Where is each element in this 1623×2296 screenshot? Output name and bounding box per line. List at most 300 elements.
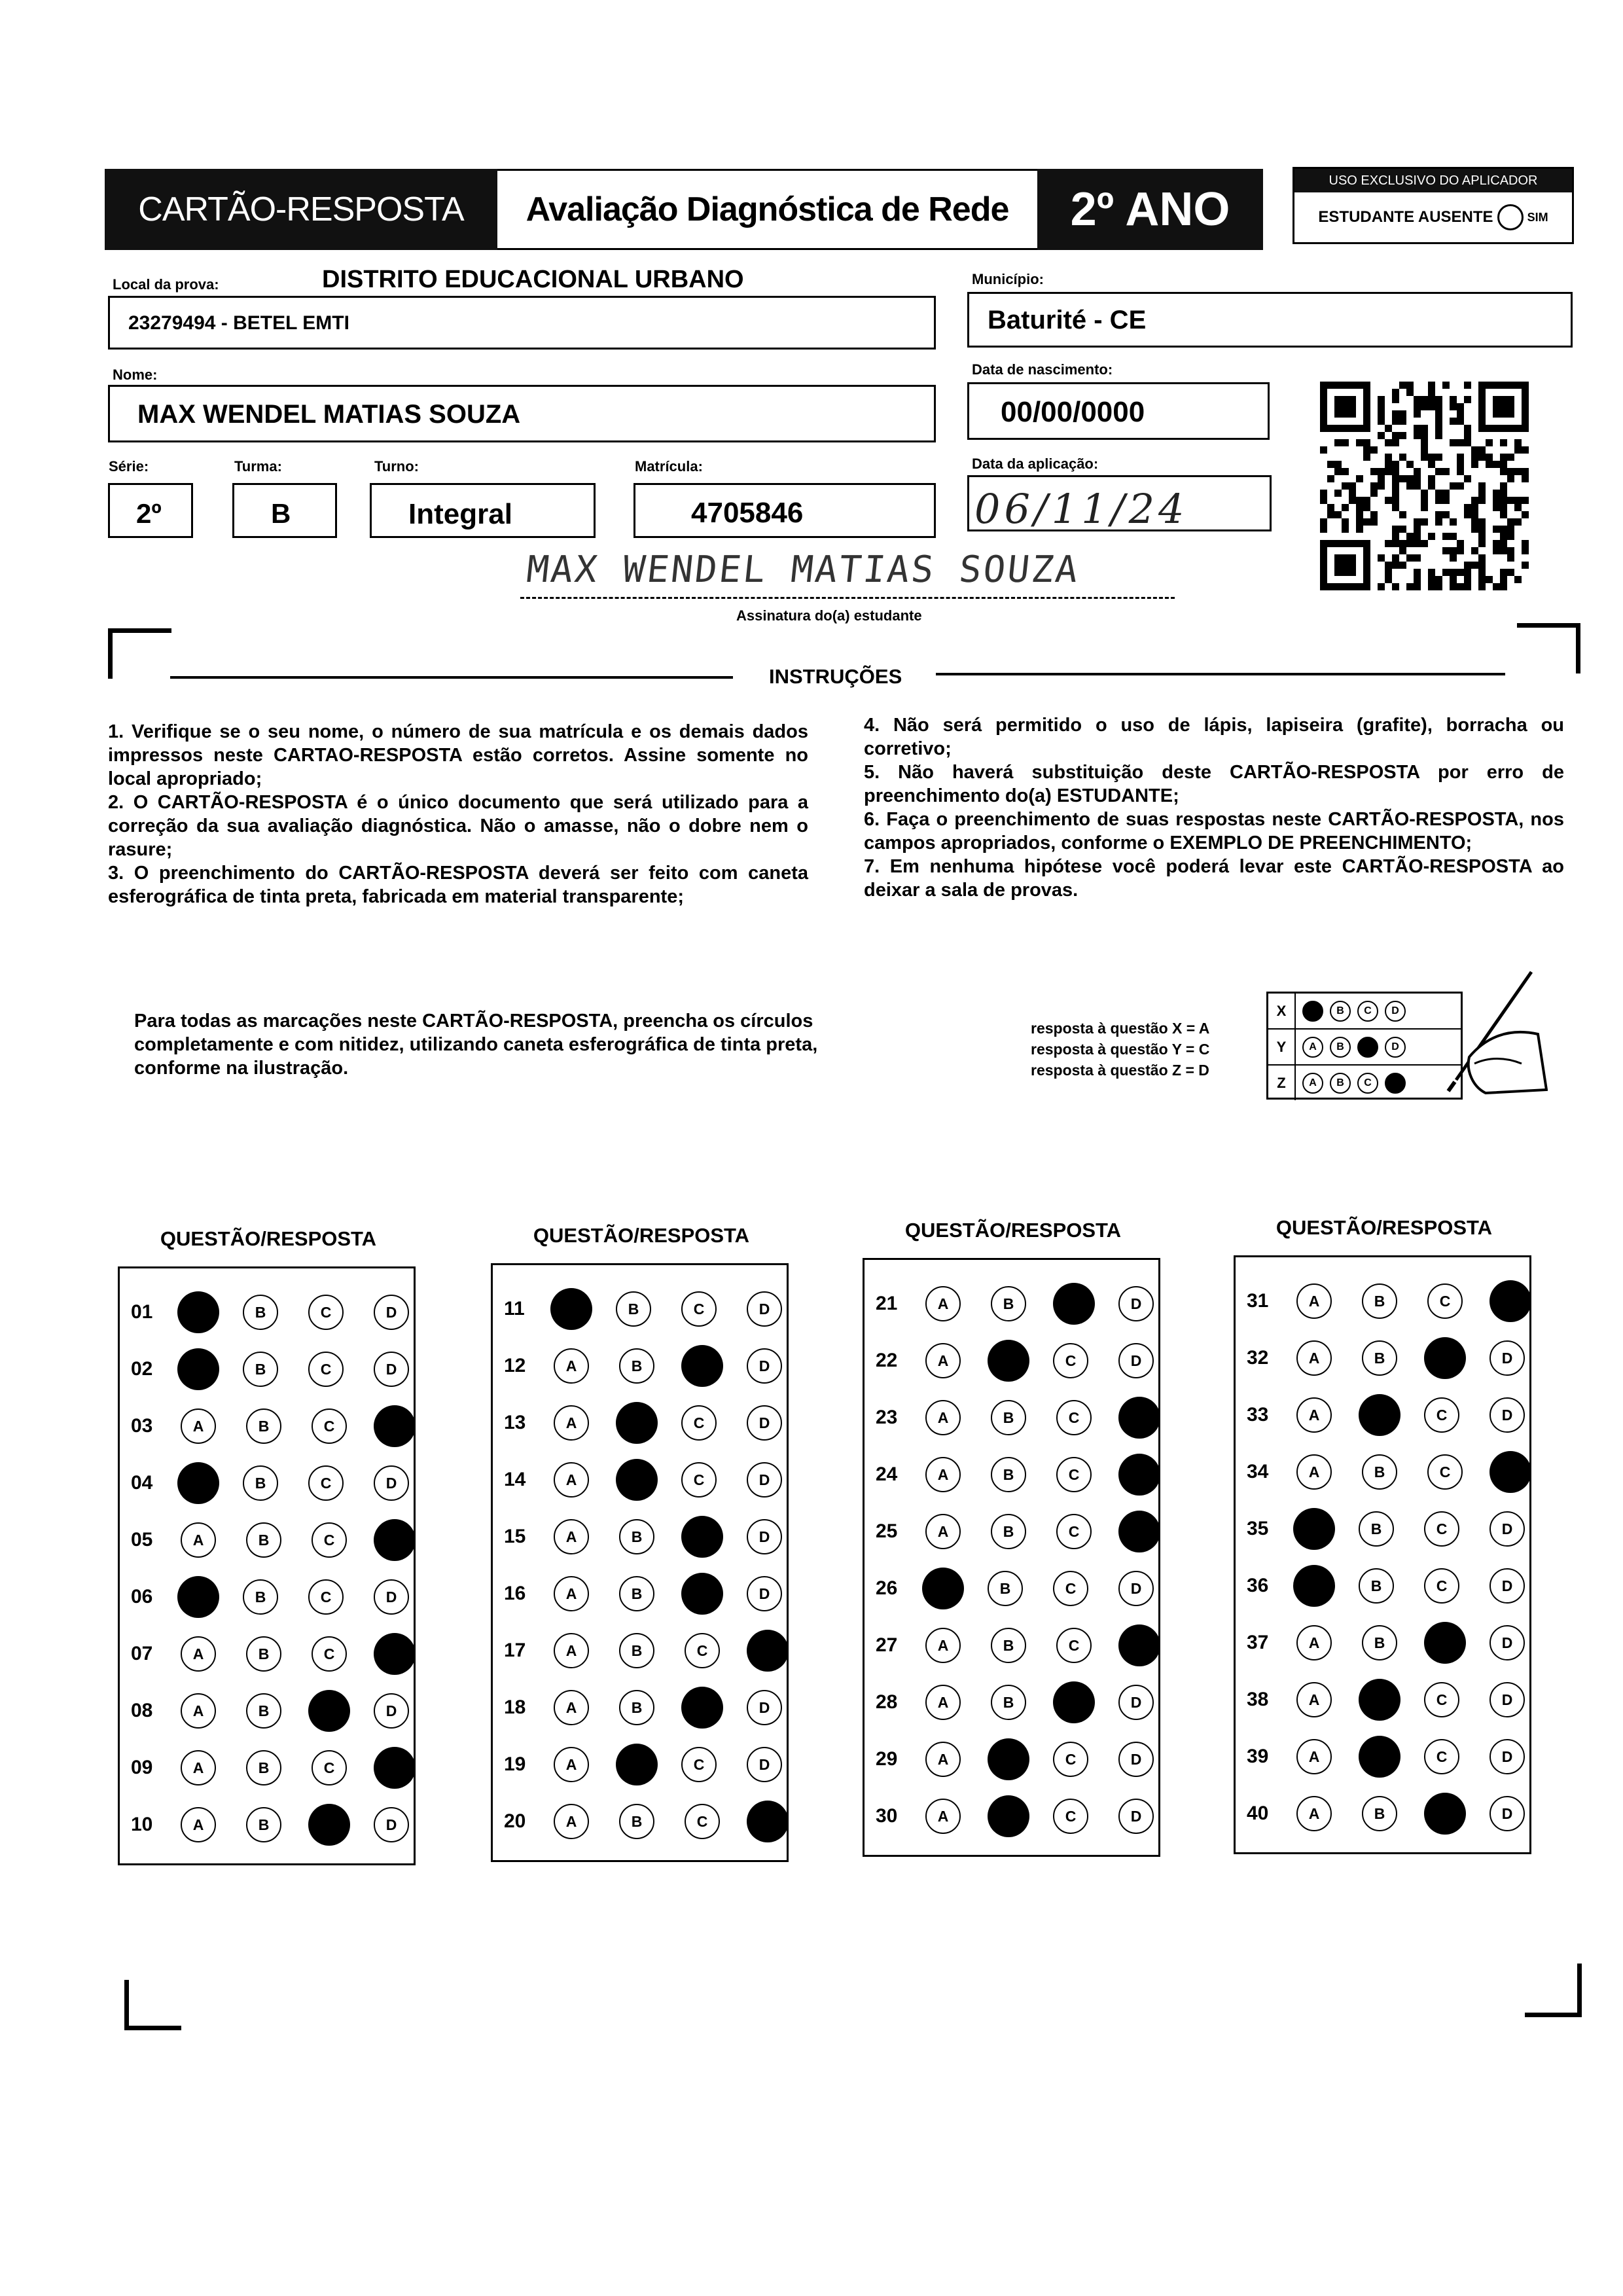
- answer-bubble-d[interactable]: D: [374, 1465, 409, 1501]
- answer-bubble-c[interactable]: C: [312, 1408, 347, 1444]
- answer-bubble-b[interactable]: B: [991, 1628, 1026, 1663]
- example-bubble-d: D: [1385, 1001, 1406, 1022]
- question-number: 32: [1247, 1347, 1269, 1369]
- answer-bubble-d[interactable]: D: [1489, 1397, 1525, 1433]
- answer-bubble-d[interactable]: [1118, 1624, 1160, 1666]
- answer-bubble-c[interactable]: C: [685, 1804, 720, 1839]
- answer-bubble-d[interactable]: D: [1489, 1625, 1525, 1660]
- example-bubble-b: B: [1330, 1037, 1351, 1058]
- answer-bubble-a[interactable]: A: [925, 1286, 961, 1321]
- question-number: 22: [876, 1350, 898, 1371]
- card-title-text: CARTÃO-RESPOSTA: [138, 190, 464, 228]
- question-number: 25: [876, 1520, 898, 1542]
- answer-bubble-d[interactable]: [374, 1747, 416, 1789]
- answer-bubble-b[interactable]: B: [616, 1291, 651, 1327]
- answer-bubble-b[interactable]: B: [1362, 1340, 1397, 1376]
- answer-bubble-d[interactable]: D: [1489, 1511, 1525, 1547]
- example-row-label: X: [1268, 994, 1296, 1028]
- answer-bubble-a[interactable]: [177, 1576, 219, 1618]
- question-number: 19: [504, 1753, 526, 1775]
- answer-bubble-a[interactable]: A: [181, 1807, 216, 1842]
- question-number: 04: [131, 1472, 153, 1494]
- question-number: 38: [1247, 1689, 1269, 1710]
- answer-bubble-d[interactable]: D: [747, 1690, 782, 1725]
- example-row-label: Y: [1268, 1030, 1296, 1064]
- question-number: 24: [876, 1463, 898, 1485]
- matricula-value: 4705846: [691, 497, 804, 529]
- answer-bubble-a[interactable]: [177, 1348, 219, 1390]
- question-row: [868, 1626, 1184, 1665]
- question-number: 07: [131, 1643, 153, 1664]
- answer-bubble-b[interactable]: [1359, 1679, 1400, 1721]
- pen-hand-icon: [1423, 965, 1548, 1096]
- answer-bubble-c[interactable]: C: [308, 1295, 344, 1330]
- example-bubble-b: B: [1330, 1001, 1351, 1022]
- answer-bubble-c[interactable]: [681, 1345, 723, 1387]
- answer-bubble-c[interactable]: C: [1427, 1454, 1463, 1490]
- question-row: [123, 1520, 439, 1560]
- answer-bubble-a[interactable]: A: [554, 1633, 589, 1668]
- nome-label: Nome:: [113, 367, 158, 383]
- answer-bubble-b[interactable]: B: [991, 1286, 1026, 1321]
- question-row: [868, 1284, 1184, 1323]
- answer-bubble-c[interactable]: [681, 1687, 723, 1729]
- answer-bubble-a[interactable]: A: [554, 1804, 589, 1839]
- turno-field: [370, 483, 596, 538]
- answer-bubble-d[interactable]: D: [1489, 1739, 1525, 1774]
- answer-bubble-b[interactable]: B: [243, 1295, 278, 1330]
- answer-bubble-c[interactable]: C: [308, 1465, 344, 1501]
- answer-bubble-a[interactable]: [550, 1288, 592, 1330]
- question-row: [496, 1688, 812, 1727]
- answer-bubble-b[interactable]: B: [246, 1807, 281, 1842]
- exam-title-text: Avaliação Diagnóstica de Rede: [526, 190, 1009, 228]
- answer-bubble-b[interactable]: B: [246, 1750, 281, 1785]
- answer-bubble-d[interactable]: D: [1489, 1682, 1525, 1717]
- answer-bubble-a[interactable]: A: [181, 1636, 216, 1672]
- question-row: [1239, 1737, 1555, 1776]
- answer-bubble-d[interactable]: D: [1118, 1685, 1154, 1720]
- answer-bubble-a[interactable]: A: [925, 1514, 961, 1549]
- aplicacao-field: [967, 475, 1272, 531]
- answer-bubble-d[interactable]: D: [1118, 1343, 1154, 1378]
- answer-bubble-b[interactable]: B: [1362, 1283, 1397, 1319]
- question-number: 10: [131, 1814, 153, 1835]
- answer-bubble-d[interactable]: D: [374, 1352, 409, 1387]
- question-row: [868, 1797, 1184, 1836]
- answer-bubble-a[interactable]: A: [1296, 1625, 1332, 1660]
- question-row: [1239, 1680, 1555, 1719]
- question-row: [123, 1350, 439, 1389]
- answer-bubble-c[interactable]: [308, 1690, 350, 1732]
- nome-field: [108, 385, 936, 442]
- answer-bubble-b[interactable]: B: [619, 1519, 654, 1554]
- question-row: [496, 1517, 812, 1556]
- answer-bubble-a[interactable]: A: [925, 1742, 961, 1777]
- question-row: [123, 1805, 439, 1844]
- question-number: 39: [1247, 1746, 1269, 1767]
- instructions-title: INSTRUÇÕES: [769, 665, 902, 688]
- answers-header: QUESTÃO/RESPOSTA: [533, 1224, 750, 1247]
- matricula-label: Matrícula:: [635, 458, 703, 475]
- answer-bubble-b[interactable]: B: [243, 1465, 278, 1501]
- example-bubble-c: [1357, 1037, 1378, 1058]
- signature-line: [520, 597, 1175, 599]
- answer-bubble-a[interactable]: [922, 1568, 964, 1609]
- question-row: [123, 1463, 439, 1503]
- answer-bubble-b[interactable]: B: [246, 1636, 281, 1672]
- answer-bubble-c[interactable]: C: [681, 1462, 717, 1498]
- question-row: [1239, 1623, 1555, 1662]
- question-number: 05: [131, 1529, 153, 1551]
- answer-bubble-c[interactable]: C: [681, 1291, 717, 1327]
- example-bubble-d: [1385, 1073, 1406, 1094]
- answer-bubble-c[interactable]: [681, 1573, 723, 1615]
- example-legend: [1031, 1018, 1209, 1081]
- applicator-box: [1293, 167, 1574, 244]
- answer-bubble-d[interactable]: D: [1489, 1568, 1525, 1604]
- corner-top-right: [1517, 623, 1580, 673]
- answer-bubble-c[interactable]: C: [312, 1636, 347, 1672]
- answer-bubble-b[interactable]: B: [991, 1400, 1026, 1435]
- answer-bubble-b[interactable]: B: [991, 1685, 1026, 1720]
- answers-header: QUESTÃO/RESPOSTA: [1275, 1216, 1493, 1239]
- municipio-label: Município:: [972, 271, 1044, 287]
- nome-value: MAX WENDEL MATIAS SOUZA: [137, 400, 521, 429]
- answer-bubble-c[interactable]: C: [308, 1579, 344, 1615]
- answer-bubble-c[interactable]: C: [1056, 1457, 1092, 1492]
- answer-bubble-a[interactable]: [177, 1462, 219, 1504]
- example-bubble-c: C: [1357, 1001, 1378, 1022]
- answer-bubble-b[interactable]: B: [619, 1576, 654, 1611]
- answer-bubble-d[interactable]: [1118, 1511, 1160, 1552]
- answer-bubble-c[interactable]: C: [1056, 1514, 1092, 1549]
- answer-bubble-c[interactable]: C: [1424, 1397, 1459, 1433]
- answer-bubble-d[interactable]: D: [747, 1519, 782, 1554]
- answer-bubble-d[interactable]: D: [1118, 1799, 1154, 1834]
- question-number: 17: [504, 1640, 526, 1661]
- answer-bubble-d[interactable]: [1118, 1454, 1160, 1496]
- question-row: [123, 1634, 439, 1674]
- answer-bubble-b[interactable]: [988, 1795, 1029, 1837]
- question-number: 15: [504, 1526, 526, 1547]
- answer-bubble-c[interactable]: C: [685, 1633, 720, 1668]
- answer-bubble-c[interactable]: C: [681, 1405, 717, 1441]
- question-number: 23: [876, 1407, 898, 1428]
- answer-bubble-a[interactable]: A: [554, 1519, 589, 1554]
- answer-bubble-a[interactable]: A: [554, 1348, 589, 1384]
- answer-bubble-b[interactable]: B: [619, 1348, 654, 1384]
- nascimento-value: 00/00/0000: [1001, 396, 1145, 428]
- answer-bubble-a[interactable]: A: [1296, 1682, 1332, 1717]
- answer-bubble-c[interactable]: C: [1053, 1571, 1088, 1606]
- question-row: [123, 1691, 439, 1731]
- answer-bubble-b[interactable]: [1359, 1736, 1400, 1778]
- card-title: [105, 169, 497, 250]
- question-row: [868, 1569, 1184, 1608]
- answer-bubble-a[interactable]: A: [925, 1343, 961, 1378]
- answer-bubble-d[interactable]: [374, 1519, 416, 1561]
- answer-bubble-b[interactable]: B: [988, 1571, 1023, 1606]
- answer-bubble-c[interactable]: [1424, 1622, 1466, 1664]
- answer-bubble-a[interactable]: [1293, 1508, 1335, 1550]
- answer-bubble-d[interactable]: D: [1489, 1796, 1525, 1831]
- answer-bubble-d[interactable]: D: [374, 1807, 409, 1842]
- question-number: 11: [504, 1298, 525, 1319]
- school-field: [108, 296, 936, 350]
- answer-bubble-c[interactable]: C: [1424, 1682, 1459, 1717]
- answer-bubble-c[interactable]: C: [1427, 1283, 1463, 1319]
- answer-bubble-b[interactable]: B: [246, 1522, 281, 1558]
- answers-header: QUESTÃO/RESPOSTA: [904, 1219, 1122, 1242]
- example-bubble-a: [1302, 1001, 1323, 1022]
- absent-option: SIM: [1527, 210, 1548, 224]
- question-number: 29: [876, 1748, 898, 1770]
- question-number: 36: [1247, 1575, 1269, 1596]
- question-number: 40: [1247, 1803, 1269, 1824]
- question-number: 13: [504, 1412, 526, 1433]
- question-number: 12: [504, 1355, 526, 1376]
- answer-bubble-a[interactable]: A: [1296, 1283, 1332, 1319]
- answer-bubble-c[interactable]: C: [308, 1352, 344, 1387]
- question-row: [868, 1683, 1184, 1722]
- question-number: 21: [876, 1293, 898, 1314]
- answer-bubble-a[interactable]: A: [181, 1408, 216, 1444]
- question-row: [123, 1293, 439, 1332]
- answer-bubble-b[interactable]: B: [1362, 1625, 1397, 1660]
- answer-bubble-a[interactable]: A: [925, 1799, 961, 1834]
- answer-bubble-a[interactable]: A: [1296, 1739, 1332, 1774]
- answer-bubble-b[interactable]: B: [991, 1514, 1026, 1549]
- answer-bubble-c[interactable]: C: [312, 1750, 347, 1785]
- question-number: 03: [131, 1415, 153, 1437]
- answer-bubble-b[interactable]: B: [619, 1804, 654, 1839]
- question-number: 16: [504, 1583, 526, 1604]
- answer-bubble-c[interactable]: C: [1053, 1742, 1088, 1777]
- turno-label: Turno:: [374, 458, 419, 475]
- question-row: [868, 1455, 1184, 1494]
- answer-bubble-c[interactable]: [1053, 1283, 1095, 1325]
- corner-top-left: [108, 628, 171, 679]
- question-number: 30: [876, 1805, 898, 1827]
- question-number: 20: [504, 1810, 526, 1832]
- answer-bubble-c[interactable]: C: [1424, 1568, 1459, 1604]
- example-bubble-d: D: [1385, 1037, 1406, 1058]
- answer-bubble-d[interactable]: [374, 1405, 416, 1447]
- answer-bubble-b[interactable]: B: [1359, 1568, 1394, 1604]
- question-number: 02: [131, 1358, 153, 1380]
- answer-bubble-d[interactable]: D: [1118, 1286, 1154, 1321]
- question-row: [868, 1512, 1184, 1551]
- answer-bubble-b[interactable]: B: [991, 1457, 1026, 1492]
- answer-bubble-b[interactable]: B: [1359, 1511, 1394, 1547]
- instructions-left: 1. Verifique se o seu nome, o número de sua matrícula e os demais dados impressos neste CARTAO-RESPOSTA estão corretos. Assine somente no local apropriado; 2. O CARTÃO-RESPOSTA é o único documento que será utilizado para a correção da sua avaliação diagnóstica. Não o amasse, não o dobre nem o rasure; 3. O preenchimento do CARTÃO-RESPOSTA deverá ser feito com caneta esferográfica de tinta preta, fabricada em material transparente;: [108, 721, 808, 907]
- question-row: [1239, 1395, 1555, 1435]
- grade-title-text: 2º ANO: [1070, 183, 1230, 236]
- answer-bubble-c[interactable]: [681, 1516, 723, 1558]
- answer-bubble-b[interactable]: [616, 1402, 658, 1444]
- nascimento-label: Data de nascimento:: [972, 361, 1113, 378]
- answer-bubble-d[interactable]: [1489, 1451, 1531, 1493]
- answer-bubble-c[interactable]: C: [1424, 1739, 1459, 1774]
- question-number: 27: [876, 1634, 898, 1656]
- absent-checkbox[interactable]: [1497, 204, 1524, 230]
- answer-bubble-c[interactable]: C: [1056, 1628, 1092, 1663]
- answer-bubble-b[interactable]: B: [619, 1633, 654, 1668]
- question-number: 26: [876, 1577, 898, 1599]
- answer-bubble-c[interactable]: [1053, 1681, 1095, 1723]
- answer-bubble-d[interactable]: [747, 1801, 789, 1842]
- answer-bubble-b[interactable]: [1359, 1394, 1400, 1436]
- answer-bubble-a[interactable]: A: [1296, 1796, 1332, 1831]
- answer-bubble-a[interactable]: A: [181, 1693, 216, 1729]
- answer-bubble-b[interactable]: [988, 1738, 1029, 1780]
- question-row: [868, 1398, 1184, 1437]
- serie-value: 2º: [136, 498, 162, 529]
- turma-value: B: [271, 498, 291, 529]
- example-bubble-a: A: [1302, 1037, 1323, 1058]
- grade-title: [1037, 169, 1263, 250]
- answer-bubble-c[interactable]: C: [1053, 1799, 1088, 1834]
- applicator-label: USO EXCLUSIVO DO APLICADOR: [1294, 169, 1572, 192]
- answer-bubble-d[interactable]: D: [374, 1579, 409, 1615]
- example-bubble-a: A: [1302, 1073, 1323, 1094]
- question-row: [1239, 1794, 1555, 1833]
- answer-bubble-b[interactable]: B: [243, 1579, 278, 1615]
- answer-bubble-a[interactable]: [1293, 1565, 1335, 1607]
- answer-bubble-a[interactable]: A: [1296, 1340, 1332, 1376]
- answer-bubble-c[interactable]: C: [681, 1747, 717, 1782]
- answer-bubble-d[interactable]: D: [747, 1405, 782, 1441]
- matricula-field: [633, 483, 936, 538]
- question-number: 37: [1247, 1632, 1269, 1653]
- turno-value: Integral: [408, 498, 512, 530]
- exam-title: [497, 169, 1037, 250]
- corner-bottom-left: [124, 1980, 181, 2030]
- municipio-value: Baturité - CE: [988, 306, 1147, 334]
- question-number: 06: [131, 1586, 153, 1607]
- answer-bubble-b[interactable]: B: [246, 1693, 281, 1729]
- question-number: 28: [876, 1691, 898, 1713]
- answer-bubble-d[interactable]: [1489, 1280, 1531, 1322]
- answer-bubble-b[interactable]: [988, 1340, 1029, 1382]
- question-number: 09: [131, 1757, 153, 1778]
- question-row: [496, 1745, 812, 1784]
- answer-bubble-a[interactable]: A: [1296, 1454, 1332, 1490]
- question-row: [868, 1341, 1184, 1380]
- answer-bubble-c[interactable]: C: [312, 1522, 347, 1558]
- answer-bubble-b[interactable]: B: [246, 1408, 281, 1444]
- answer-bubble-d[interactable]: [374, 1633, 416, 1675]
- answer-bubble-b[interactable]: B: [1362, 1796, 1397, 1831]
- example-bubble-b: B: [1330, 1073, 1351, 1094]
- question-number: 31: [1247, 1290, 1269, 1312]
- answer-bubble-a[interactable]: A: [554, 1747, 589, 1782]
- answer-bubble-d[interactable]: D: [374, 1295, 409, 1330]
- answer-bubble-a[interactable]: A: [554, 1462, 589, 1498]
- answer-bubble-c[interactable]: C: [1424, 1511, 1459, 1547]
- aplicacao-value: 06/11/24: [974, 485, 1188, 533]
- question-row: [496, 1631, 812, 1670]
- answer-bubble-d[interactable]: D: [747, 1291, 782, 1327]
- question-row: [123, 1577, 439, 1617]
- aplicacao-label: Data da aplicação:: [972, 456, 1099, 472]
- answer-bubble-d[interactable]: D: [1118, 1742, 1154, 1777]
- answers-header: QUESTÃO/RESPOSTA: [160, 1227, 377, 1250]
- answer-bubble-d[interactable]: D: [747, 1747, 782, 1782]
- answer-bubble-a[interactable]: A: [181, 1750, 216, 1785]
- answer-bubble-d[interactable]: D: [1118, 1571, 1154, 1606]
- answer-bubble-b[interactable]: [616, 1459, 658, 1501]
- answer-bubble-a[interactable]: A: [554, 1405, 589, 1441]
- answer-bubble-d[interactable]: [1118, 1397, 1160, 1439]
- answer-bubble-a[interactable]: [177, 1291, 219, 1333]
- question-number: 01: [131, 1301, 153, 1323]
- answer-bubble-b[interactable]: B: [1362, 1454, 1397, 1490]
- local-label: Local da prova:: [113, 276, 219, 293]
- question-row: [496, 1574, 812, 1613]
- answer-bubble-c[interactable]: [308, 1804, 350, 1846]
- answer-bubble-d[interactable]: D: [374, 1693, 409, 1729]
- nascimento-field: [967, 382, 1270, 440]
- question-row: [496, 1460, 812, 1499]
- absent-label: ESTUDANTE AUSENTE: [1318, 208, 1493, 226]
- signature: MAX WENDEL MATIAS SOUZA: [524, 548, 1082, 591]
- question-number: 08: [131, 1700, 153, 1721]
- qr-code: [1317, 382, 1534, 591]
- answer-bubble-d[interactable]: D: [747, 1576, 782, 1611]
- question-row: [496, 1289, 812, 1329]
- question-row: [1239, 1282, 1555, 1321]
- question-row: [1239, 1566, 1555, 1605]
- question-row: [868, 1740, 1184, 1779]
- answer-bubble-a[interactable]: A: [925, 1685, 961, 1720]
- answer-bubble-c[interactable]: [1424, 1337, 1466, 1379]
- example-line-y: resposta à questão Y = C: [1031, 1041, 1210, 1058]
- answer-bubble-d[interactable]: D: [747, 1462, 782, 1498]
- question-row: [496, 1346, 812, 1386]
- answer-bubble-a[interactable]: A: [554, 1690, 589, 1725]
- question-number: 34: [1247, 1461, 1269, 1482]
- example-row-label: Z: [1268, 1066, 1296, 1100]
- question-number: 35: [1247, 1518, 1269, 1539]
- answer-bubble-a[interactable]: A: [554, 1576, 589, 1611]
- answer-bubble-a[interactable]: A: [925, 1457, 961, 1492]
- question-row: [496, 1403, 812, 1443]
- question-number: 14: [504, 1469, 526, 1490]
- instructions-rule-left: [170, 676, 733, 679]
- answer-bubble-b[interactable]: B: [243, 1352, 278, 1387]
- fill-note: Para todas as marcações neste CARTÃO-RESPOSTA, preencha os círculos completamente e com nitidez, utilizando caneta esferográfica de tinta preta, conforme na ilustração.: [134, 1011, 818, 1079]
- answer-bubble-d[interactable]: [747, 1630, 789, 1672]
- turma-field: [232, 483, 337, 538]
- answer-bubble-d[interactable]: D: [747, 1348, 782, 1384]
- answer-bubble-a[interactable]: A: [181, 1522, 216, 1558]
- answer-bubble-b[interactable]: B: [619, 1690, 654, 1725]
- question-row: [496, 1802, 812, 1841]
- answer-bubble-d[interactable]: D: [1489, 1340, 1525, 1376]
- question-row: [1239, 1338, 1555, 1378]
- answer-bubble-c[interactable]: C: [1053, 1343, 1088, 1378]
- question-row: [1239, 1452, 1555, 1492]
- answer-bubble-a[interactable]: A: [1296, 1397, 1332, 1433]
- answer-bubble-c[interactable]: C: [1056, 1400, 1092, 1435]
- answer-bubble-c[interactable]: [1424, 1793, 1466, 1835]
- answer-bubble-b[interactable]: [616, 1744, 658, 1785]
- answer-bubble-a[interactable]: A: [925, 1400, 961, 1435]
- question-row: [123, 1748, 439, 1787]
- answer-bubble-a[interactable]: A: [925, 1628, 961, 1663]
